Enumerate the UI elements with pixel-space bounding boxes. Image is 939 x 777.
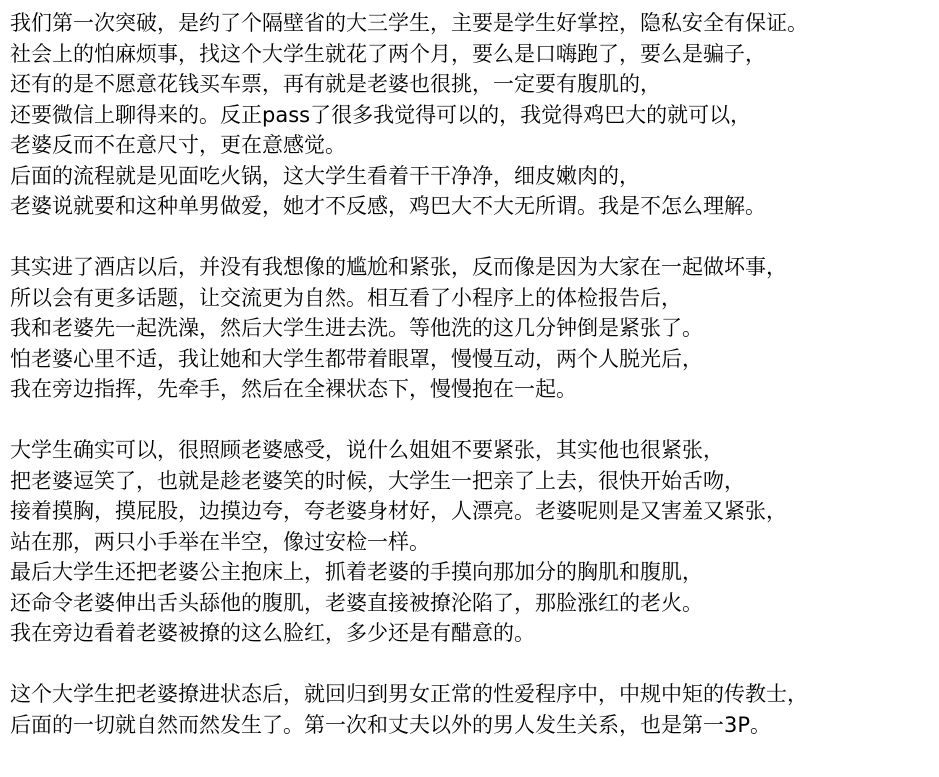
paragraph-spacer xyxy=(10,405,929,436)
paragraph-spacer xyxy=(10,649,929,680)
paragraph-4 xyxy=(10,679,929,740)
text-line: 站在那，两只小手举在半空，像过安检一样。 xyxy=(10,529,430,554)
text-line: 社会上的怕麻烦事，找这个大学生就花了两个月，要么是口嗨跑了，要么是骗子， xyxy=(10,41,766,66)
text-line: 大学生确实可以，很照顾老婆感受，说什么姐姐不要紧张，其实他也很紧张， xyxy=(10,438,724,462)
text-line: 后面的流程就是见面吃火锅，这大学生看着干干净净，细皮嫩肉的， xyxy=(10,163,640,188)
text-line: 后面的一切就自然而然发生了。第一次和丈夫以外的男人发生关系，也是第一3P。 xyxy=(10,712,772,737)
text-line: 老婆说就要和这种单男做爱，她才不反感，鸡巴大不大无所谓。我是不怎么理解。 xyxy=(10,194,766,218)
text-line: 怕老婆心里不适，我让她和大学生都带着眼罩，慢慢互动，两个人脱光后， xyxy=(10,346,703,371)
text-line: 老婆反而不在意尺寸，更在意感觉。 xyxy=(10,133,346,157)
text-line: 还命令老婆伸出舌头舔他的腹肌，老婆直接被撩沦陷了，那脸涨红的老火。 xyxy=(10,590,703,615)
paragraph-2 xyxy=(10,252,929,405)
text-line: 还有的是不愿意花钱买车票，再有就是老婆也很挑，一定要有腹肌的， xyxy=(10,72,661,96)
text-line: 还要微信上聊得来的。反正pass了很多我觉得可以的，我觉得鸡巴大的就可以， xyxy=(10,102,752,127)
text-line: 我在旁边指挥，先牵手，然后在全裸状态下，慢慢抱在一起。 xyxy=(10,377,577,401)
paragraph-1 xyxy=(10,8,929,222)
text-line: 我们第一次突破，是约了个隔壁省的大三学生，主要是学生好掌控，隐私安全有保证。 xyxy=(10,11,808,35)
text-line: 其实进了酒店以后，并没有我想像的尴尬和紧张，反而像是因为大家在一起做坏事， xyxy=(10,255,787,279)
text-line: 把老婆逗笑了，也就是趁老婆笑的时候，大学生一把亲了上去，很快开始舌吻， xyxy=(10,468,745,493)
text-line: 所以会有更多话题，让交流更为自然。相互看了小程序上的体检报告后， xyxy=(10,285,682,310)
text-line: 最后大学生还把老婆公主抱床上，抓着老婆的手摸向那加分的胸肌和腹肌， xyxy=(10,560,703,584)
paragraph-3 xyxy=(10,435,929,649)
text-line: 这个大学生把老婆撩进状态后，就回归到男女正常的性爱程序中，中规中矩的传教士， xyxy=(10,682,808,706)
text-line: 我在旁边看着老婆被撩的这么脸红，多少还是有醋意的。 xyxy=(10,621,535,645)
text-line: 接着摸胸，摸屁股，边摸边夸，夸老婆身材好，人漂亮。老婆呢则是又害羞又紧张， xyxy=(10,499,787,523)
text-line: 我和老婆先一起洗澡，然后大学生进去洗。等他洗的这几分钟倒是紧张了。 xyxy=(10,316,703,340)
paragraph-spacer xyxy=(10,222,929,253)
